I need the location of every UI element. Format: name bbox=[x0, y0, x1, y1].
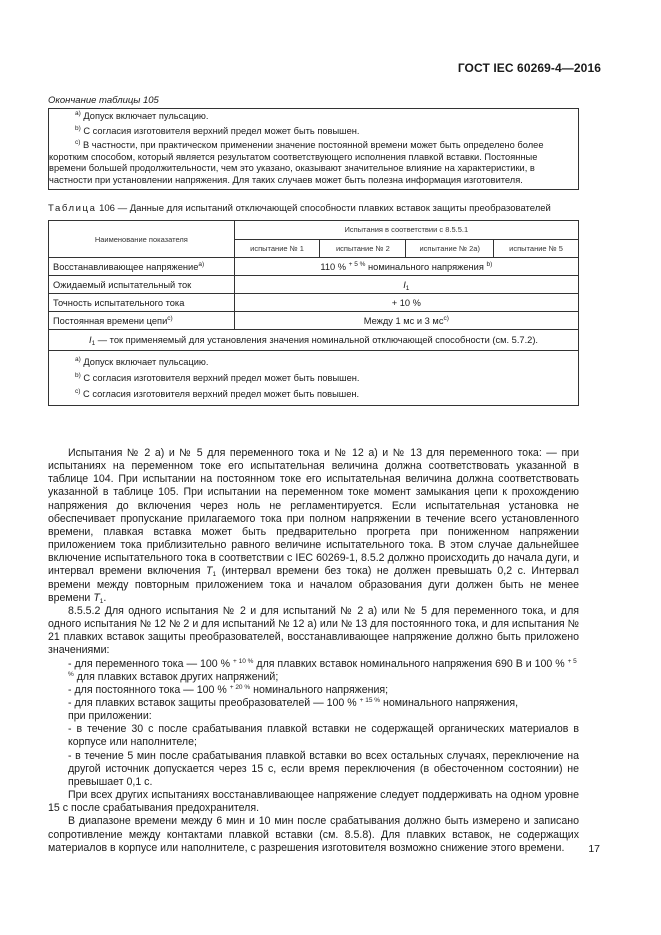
row-name: Точность испытательного тока bbox=[49, 294, 235, 312]
body-text bbox=[48, 447, 579, 855]
table-105-notes bbox=[48, 108, 579, 190]
note-a: $^{a)}$ Допуск включает пульсацию. bbox=[75, 110, 209, 121]
list-item-30s: - в течение 30 с после срабатывания плавкой вставки не содержащей органических материалов в корпусе или наполнителе; bbox=[68, 723, 579, 749]
list-item-dc: - для постоянного тока — 100 % $^{+ 20 \%}$ номинального напряжения; bbox=[68, 683, 389, 696]
column-header-test-2a: испытание № 2а) bbox=[406, 239, 494, 258]
table-row bbox=[49, 276, 579, 294]
column-header-test-5: испытание № 5 bbox=[494, 239, 579, 258]
list-item-5min: - в течение 5 мин после срабатывания плавкой вставки во всех остальных случаях, переключение на другой источник допускается через 15 с, если время переключения (в обесточенном состоянии) не превышает 0,1 с. bbox=[68, 749, 579, 788]
table-105-continuation-caption: Окончание таблицы 105 bbox=[48, 95, 159, 106]
table-row bbox=[49, 258, 579, 276]
document-header: ГОСТ IEC 60269-4—2016 bbox=[457, 61, 601, 75]
list-item-converter: - для плавких вставок защиты преобразователей — 100 % $^{+ 15 \%}$ номинального напряжения, bbox=[68, 696, 519, 709]
paragraph-other-tests: При всех других испытаниях восстанавливающее напряжение следует поддерживать на одном уровне 15 с после срабатывания предохранителя. bbox=[48, 789, 579, 815]
column-header-test-2: испытание № 2 bbox=[320, 239, 406, 258]
row-value: $I_1$ bbox=[234, 276, 578, 294]
table-row bbox=[49, 294, 579, 312]
row-name: Постоянная времени цепи$^{c)}$ bbox=[49, 312, 235, 330]
table-row bbox=[49, 312, 579, 330]
paragraph-8-5-5-2: 8.5.5.2 Для одного испытания № 2 и для испытаний № 2 а) или № 5 для переменного тока, и для одного испытания № 12 № 2 и для испытаний № 12 а) или № 13 для постоянного тока, и для испытания № 21 плавких вставок защиты преобразователей, восстанавливающее напряжение должно быть приложено значениями: bbox=[48, 604, 579, 657]
column-header-test-1: испытание № 1 bbox=[234, 239, 320, 258]
paragraph-tests-2a-5: Испытания № 2 а) и № 5 для переменного тока и № 12 а) и № 13 для переменного тока: — при испытаниях на переменном токе его испытательная величина должна соответствовать указанной в таблице 104. При испытании на постоянном токе его испытательная величина должна соответствовать указанной в таблице 105. При испытании на переменном токе момент замыкания цепи к прохождению напряжения до включения через ноль не регламентируется. Если испытательная установка не обеспечивает пропускание прилагаемого тока при полном напряжении в течение всего установленного времени, плавкая вставка может быть предварительно прогрета при пониженном напряжении приложением тока приблизительно равного величине испытательного тока. В этом случае дальнейшее включение испытательного тока в соответствии с IEC 60269-1, 8.5.2 должно происходить до начала дуги, и интервал времени включения $T_1$ (интервал времени без тока) не должен превышать 0,2 с. Интервал времени между повторным приложением тока и началом образования дуги должен быть не менее времени $T_1$. bbox=[48, 447, 579, 605]
row-value: + 10 % bbox=[234, 294, 578, 312]
note-a: $^{a)}$ Допуск включает пульсацию. bbox=[75, 356, 209, 367]
column-header-tests: Испытания в соответствии с 8.5.5.1 bbox=[234, 221, 578, 240]
list-item-ac: - для переменного тока — 100 % $^{+ 10 \%}$ для плавких вставок номинального напряжения 690 В и 100 % $^{+ 5 \%}$ для плавких вставок других напряжений; bbox=[68, 657, 577, 683]
row-name: Восстанавливающее напряжение$^{a)}$ bbox=[49, 258, 235, 276]
note-c: $^{c)}$ В частности, при практическом применении значение постоянной времени может быть определено более коротким способом, который является результатом соответствующего исполнения плавкой вставки. Постоянные времени большей продолжительности, чем это указано, оказывают значительное влияние на характеристики, в частности при установлении напряжения. Для таких случаев может быть полезна информация изготовителя. bbox=[49, 139, 544, 185]
row-name: Ожидаемый испытательный ток bbox=[49, 276, 235, 294]
note-b: $^{b)}$ С согласия изготовителя верхний предел может быть повышен. bbox=[75, 372, 360, 383]
note-b: $^{b)}$ С согласия изготовителя верхний предел может быть повышен. bbox=[75, 124, 360, 136]
table-105-notes-cell bbox=[49, 109, 579, 190]
table-106-notes bbox=[49, 351, 579, 406]
row-value: 110 % $^{+ 5 \%}$ номинального напряжения $^{b)}$ bbox=[234, 258, 578, 276]
row-value: Между 1 мс и 3 $мс^{c)}$ bbox=[234, 312, 578, 330]
table-106-caption: Таблица 106 — Данные для испытаний отключающей способности плавких вставок защиты преобразователей bbox=[48, 203, 551, 214]
list-item-application: при приложении: bbox=[68, 710, 152, 723]
column-header-name: Наименование показателя bbox=[49, 221, 235, 258]
table-106-footnote: $I_1$ — ток применяемый для установления значения номинальной отключающей способности (см. 5.7.2). bbox=[49, 330, 579, 351]
note-c: $^{c)}$ С согласия изготовителя верхний предел может быть повышен. bbox=[75, 388, 360, 399]
paragraph-resistance: В диапазоне времени между 6 мин и 10 мин после срабатывания должно быть измерено и записано сопротивление между контактами плавкой вставки (см. 8.5.8). Для плавких вставок, не содержащих материалов в корпусе или наполнителе, с разрешения изготовителя возможно снижение этого времени. bbox=[48, 815, 579, 854]
table-106 bbox=[48, 220, 579, 406]
page-number: 17 bbox=[588, 843, 600, 855]
